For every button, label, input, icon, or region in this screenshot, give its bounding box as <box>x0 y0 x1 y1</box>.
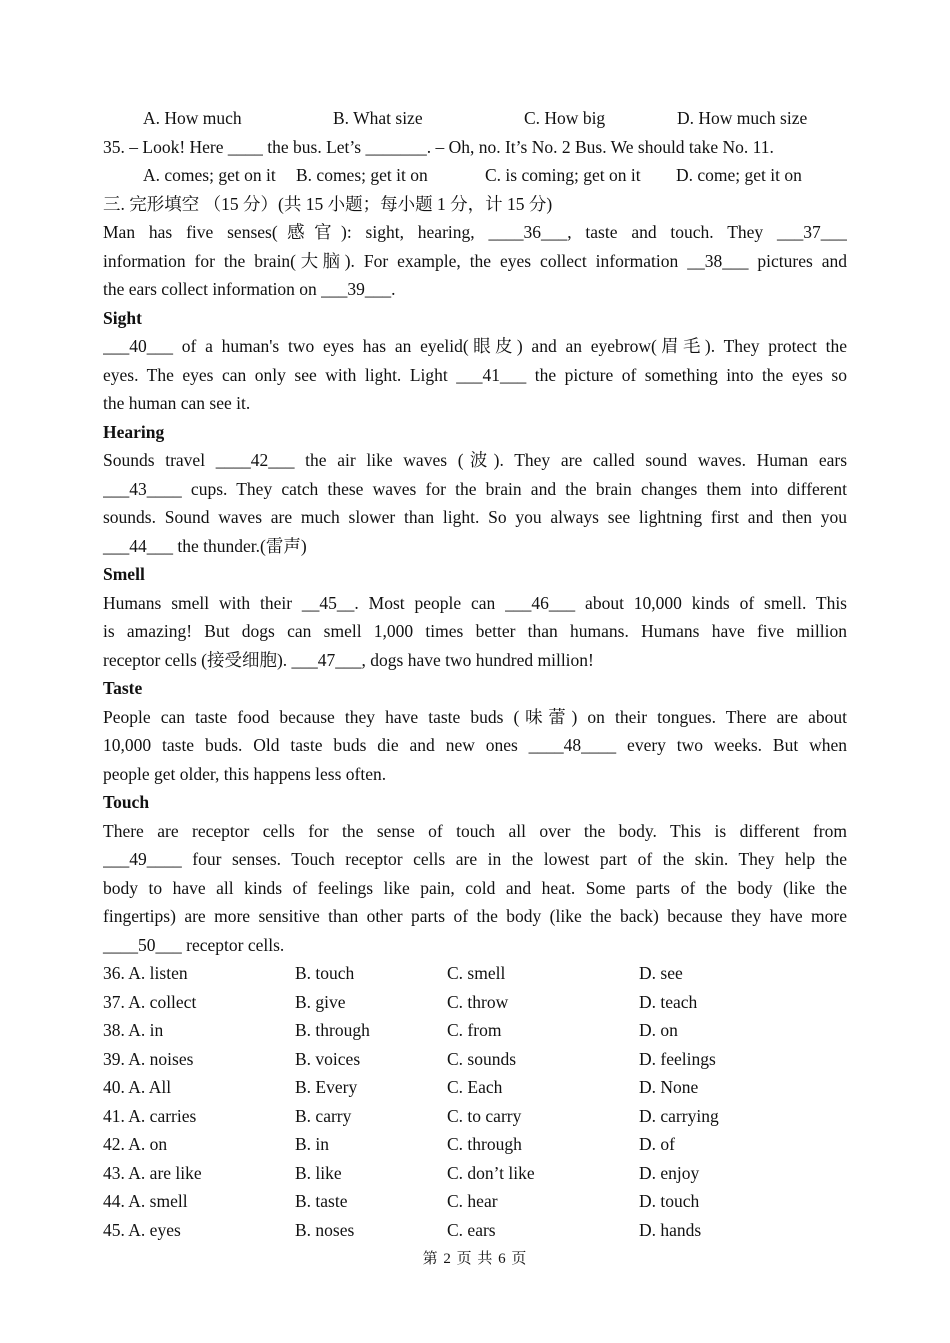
smell-line: is amazing! But dogs can smell 1,000 times better than humans. Humans have five million <box>103 621 847 641</box>
choice-c: C. smell <box>447 963 506 983</box>
q34-option-c: C. How big <box>524 108 606 128</box>
choice-row <box>103 1159 847 1188</box>
choice-b: B. carry <box>295 1105 352 1126</box>
choice-row <box>103 1216 847 1245</box>
choice-row <box>103 1016 847 1045</box>
choice-b: B. through <box>295 1020 370 1040</box>
touch-line: ___49____ four senses. Touch receptor cells are in the lowest part of the skin. They help the <box>103 849 847 869</box>
q35-option-d: D. come; get it on <box>676 165 802 185</box>
hearing-line: ___43____ cups. They catch these waves for the brain and the brain changes them into different <box>103 478 847 499</box>
smell-line: Humans smell with their __45__. Most people can ___46___ about 10,000 kinds of smell. This <box>103 592 847 613</box>
choice-c: C. throw <box>447 991 509 1012</box>
choice-c: C. don’t like <box>447 1162 535 1183</box>
hearing-line: sounds. Sound waves are much slower than light. So you always see lightning first and then you <box>103 507 847 527</box>
taste-line: People can taste food because they have taste buds (味蕾) on their tongues. There are about <box>103 706 847 727</box>
choice-c: C. ears <box>447 1219 496 1240</box>
choice-a: 42. A. on <box>103 1134 168 1154</box>
choice-b: B. in <box>295 1134 330 1154</box>
choice-d: D. on <box>639 1020 678 1040</box>
choice-a: 37. A. collect <box>103 991 197 1012</box>
choice-a: 39. A. noises <box>103 1048 194 1069</box>
touch-line: There are receptor cells for the sense of touch all over the body. This is different from <box>103 820 847 841</box>
q35-option-c: C. is coming; get on it <box>485 165 641 185</box>
choice-b: B. like <box>295 1162 342 1183</box>
taste-heading: Taste <box>103 678 143 698</box>
choice-a: 41. A. carries <box>103 1105 197 1126</box>
choice-d: D. touch <box>639 1191 700 1211</box>
hearing-line: Sounds travel ____42___ the air like waves (波). They are called sound waves. Human ears <box>103 450 847 470</box>
choice-d: D. hands <box>639 1219 702 1240</box>
choice-row <box>103 988 847 1017</box>
q34-option-d: D. How much size <box>677 108 808 128</box>
choice-row <box>103 1073 847 1102</box>
choice-d: D. feelings <box>639 1048 716 1069</box>
choice-a: 40. A. All <box>103 1077 172 1097</box>
q35-options <box>103 161 847 190</box>
smell-heading: Smell <box>103 564 145 584</box>
intro-line: Man has five senses(感官): sight, hearing, ____36___, taste and touch. They ___37___ <box>103 222 847 242</box>
choice-d: D. see <box>639 963 683 983</box>
touch-heading: Touch <box>103 792 150 812</box>
choice-row <box>103 1187 847 1216</box>
choice-b: B. Every <box>295 1077 358 1097</box>
choice-a: 38. A. in <box>103 1020 164 1040</box>
choice-a: 45. A. eyes <box>103 1219 181 1240</box>
choice-c: C. hear <box>447 1191 498 1211</box>
sight-line: the human can see it. <box>103 393 251 413</box>
choice-c: C. from <box>447 1020 502 1040</box>
intro-line: information for the brain(大脑). For example, the eyes collect information __38___ pictures and <box>103 250 847 271</box>
sight-line: ___40___ of a human's two eyes has an eyelid(眼皮) and an eyebrow(眉毛). They protect the <box>103 336 847 356</box>
choice-b: B. noses <box>295 1219 355 1240</box>
taste-line: 10,000 taste buds. Old taste buds die and new ones ____48____ every two weeks. But when <box>103 735 847 755</box>
choice-d: D. of <box>639 1134 675 1154</box>
choice-d: D. carrying <box>639 1105 719 1126</box>
choice-a: 44. A. smell <box>103 1191 188 1211</box>
choice-row <box>103 1130 847 1159</box>
touch-line: body to have all kinds of feelings like pain, cold and heat. Some parts of the body (like the <box>103 877 847 898</box>
choice-a: 43. A. are like <box>103 1162 202 1183</box>
taste-line: people get older, this happens less often. <box>103 763 387 784</box>
q35-option-a: A. comes; get on it <box>143 165 276 185</box>
sight-heading: Sight <box>103 307 142 328</box>
exam-page <box>103 104 847 1244</box>
q34-option-a: A. How much <box>143 108 242 128</box>
choice-d: D. enjoy <box>639 1162 700 1183</box>
q34-options <box>103 104 847 133</box>
section3-title: 三. 完形填空 （15 分）(共 15 小题；每小题 1 分，计 15 分) <box>103 193 553 214</box>
choice-c: C. to carry <box>447 1105 522 1126</box>
choice-d: D. teach <box>639 991 698 1012</box>
q34-option-b: B. What size <box>333 108 423 128</box>
hearing-heading: Hearing <box>103 421 165 442</box>
choice-row <box>103 1102 847 1131</box>
hearing-line: ___44___ the thunder.(雷声) <box>103 535 307 556</box>
page-footer: 第 2 页 共 6 页 <box>422 1251 528 1267</box>
choice-row <box>103 1045 847 1074</box>
smell-line: receptor cells (接受细胞). ___47___, dogs have two hundred million! <box>103 649 594 670</box>
choice-d: D. None <box>639 1077 699 1097</box>
choice-c: C. through <box>447 1134 522 1154</box>
answer-choices <box>103 959 847 1244</box>
sight-line: eyes. The eyes can only see with light. Light ___41___ the picture of something into the eyes so <box>103 364 847 385</box>
choice-c: C. sounds <box>447 1048 517 1069</box>
intro-line: the ears collect information on ___39___. <box>103 279 396 299</box>
choice-b: B. taste <box>295 1191 348 1211</box>
choice-b: B. touch <box>295 963 355 983</box>
touch-line: fingertips) are more sensitive than other parts of the body (like the back) because they have more <box>103 906 847 926</box>
q35-option-b: B. comes; get it on <box>296 165 428 185</box>
touch-line: ____50___ receptor cells. <box>103 934 285 955</box>
choice-c: C. Each <box>447 1077 503 1097</box>
choice-b: B. give <box>295 991 346 1012</box>
choice-row <box>103 959 847 988</box>
choice-a: 36. A. listen <box>103 963 188 983</box>
choice-b: B. voices <box>295 1048 361 1069</box>
q35-stem: 35. – Look! Here ____ the bus. Let’s _______. – Oh, no. It’s No. 2 Bus. We should take No. 11. <box>103 136 774 157</box>
